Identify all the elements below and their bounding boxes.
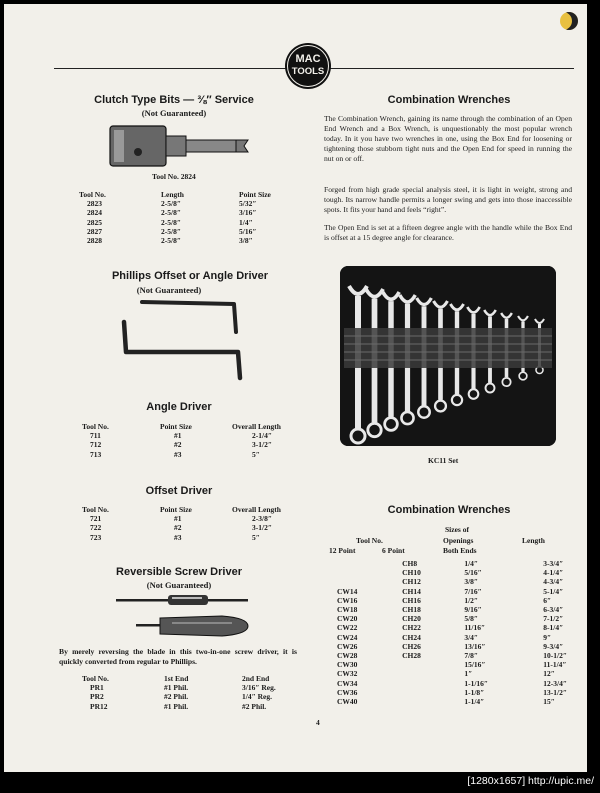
footer-bar <box>0 772 600 793</box>
table-row: CW32 1″ 12″ <box>337 669 555 679</box>
col-header-sizes-3: Both Ends <box>443 546 477 555</box>
table-row: 723 #3 5″ <box>90 532 260 542</box>
col-header-sizes-2: Openings <box>443 536 474 545</box>
watermark-text: [1280x1657] http://upic.me/ <box>467 775 594 787</box>
kc11-caption: KC11 Set <box>428 456 459 465</box>
table-row: 2825 2-5/8″ 1/4″ <box>87 217 253 227</box>
table-header-row: Tool No. Point Size Overall Length <box>82 422 281 431</box>
col-header: Tool No. <box>79 190 106 199</box>
col-header-length: Length <box>522 536 545 545</box>
reversible-table <box>82 674 302 711</box>
table-row: CH10 5/16″ 4-1/4″ <box>402 568 564 578</box>
screwdriver-illustration <box>112 592 254 642</box>
table-row: CW24 CH24 3/4″ 9″ <box>337 632 552 642</box>
reversible-note: (Not Guaranteed) <box>146 580 212 590</box>
table-header-row: Tool No. Point Size Overall Length <box>82 505 281 514</box>
clutch-table <box>79 190 289 245</box>
kc11-wrench-set-photo <box>340 266 556 446</box>
page-number: 4 <box>316 718 320 727</box>
offset-title: Offset Driver <box>145 485 213 497</box>
col-header-sizes-1: Sizes of <box>445 525 469 534</box>
clutch-bit-illustration <box>108 122 250 170</box>
combo-wrench-table <box>337 559 567 706</box>
col-header-tool-no: Tool No. <box>356 536 383 545</box>
table-row: 2828 2-5/8″ 3/8″ <box>87 236 253 246</box>
phillips-title: Phillips Offset or Angle Driver <box>111 270 269 282</box>
table-row: 711 #1 2-1/4″ <box>90 431 272 441</box>
table-row: CW28 CH28 7/8″ 10-1/2″ <box>337 651 567 661</box>
mac-tools-logo <box>284 42 332 90</box>
logo-text-top: MAC <box>295 53 321 65</box>
angle-table <box>82 422 302 459</box>
table-row: CH8 1/4″ 3-3/4″ <box>402 559 564 568</box>
clutch-caption: Tool No. 2824 <box>152 172 196 181</box>
table-row: 722 #2 3-1/2″ <box>90 523 272 533</box>
table-row: 2824 2-5/8″ 3/16″ <box>87 208 257 218</box>
table-row: CW16 CH16 1/2″ 6″ <box>337 595 552 605</box>
clutch-title: Clutch Type Bits — ⅜″ Service <box>94 94 254 106</box>
table-row: CW36 1-1/8″ 13-1/2″ <box>337 687 567 697</box>
table-row: 721 #1 2-3/8″ <box>90 514 272 524</box>
table-row: CW34 1-1/16″ 12-3/4″ <box>337 678 567 688</box>
table-row: PR1 #1 Phil. 3/16″ Reg. <box>90 683 276 693</box>
combo-paragraph-2: Forged from high grade special analysis steel, it is light in weight, strong and tough. Its narrow handle permits a longer swing and gets into those inaccessible spots. It fits your hand and feels “right”. <box>324 185 572 214</box>
table-row: 2823 2-5/8″ 5/32″ <box>87 199 257 209</box>
offset-driver-illustration <box>112 296 252 386</box>
table-row: CW22 CH22 11/16″ 8-1/4″ <box>337 623 564 633</box>
catalog-page <box>4 4 587 772</box>
col-header-12-point: 12 Point <box>329 546 356 555</box>
table-row: CW20 CH20 5/8″ 7-1/2″ <box>337 614 564 624</box>
table-row: PR2 #2 Phil. 1/4″ Reg. <box>90 692 272 702</box>
table-row: 713 #3 5″ <box>90 449 260 459</box>
table-row: 2827 2-5/8″ 5/16″ <box>87 226 257 236</box>
table-row: 712 #2 3-1/2″ <box>90 440 272 450</box>
reversible-title: Reversible Screw Driver <box>116 566 242 578</box>
table-row: CW30 15/16″ 11-1/4″ <box>337 660 567 670</box>
offset-table <box>82 505 302 542</box>
table-header-row: Tool No. 1st End 2nd End <box>82 674 270 683</box>
table-row: CW26 CH26 13/16″ 9-3/4″ <box>337 641 564 651</box>
table-header-row <box>79 190 289 199</box>
table-row: CH12 3/8″ 4-3/4″ <box>402 577 564 587</box>
phillips-note: (Not Guaranteed) <box>136 285 202 295</box>
table-row: CW14 CH14 7/16″ 5-1/4″ <box>337 586 564 596</box>
table-row: CW40 1-1/4″ 15″ <box>337 697 555 707</box>
combo-title: Combination Wrenches <box>387 94 511 106</box>
table-row: PR12 #1 Phil. #2 Phil. <box>90 701 267 711</box>
clutch-note: (Not Guaranteed) <box>141 108 207 118</box>
combo-paragraph-3: The Open End is set at a fifteen degree angle with the handle while the Box End is offset at a 15 degree angle for clearance. <box>324 223 572 242</box>
angle-title: Angle Driver <box>146 401 212 413</box>
col-header: Point Size <box>239 190 271 199</box>
combo-paragraph-1: The Combination Wrench, gaining its name through the combination of an Open End Wrench and a Box Wrench, is unquestionably the most popular wrench today. In it you have two wrenches in one, using the Box End for loosening or tightening those stubborn tight nuts and the Open End for speed in running the nut on or off. <box>324 114 572 163</box>
reversible-paragraph: By merely reversing the blade in this two-in-one screw driver, it is quickly converted from regular to Phillips. <box>59 647 297 666</box>
logo-text-bottom: TOOLS <box>291 66 325 77</box>
combo-table-title: Combination Wrenches <box>387 504 511 516</box>
col-header-6-point: 6 Point <box>382 546 405 555</box>
col-header: Length <box>161 190 184 199</box>
table-row: CW18 CH18 9/16″ 6-3/4″ <box>337 605 564 615</box>
corner-mark-icon <box>560 12 578 30</box>
